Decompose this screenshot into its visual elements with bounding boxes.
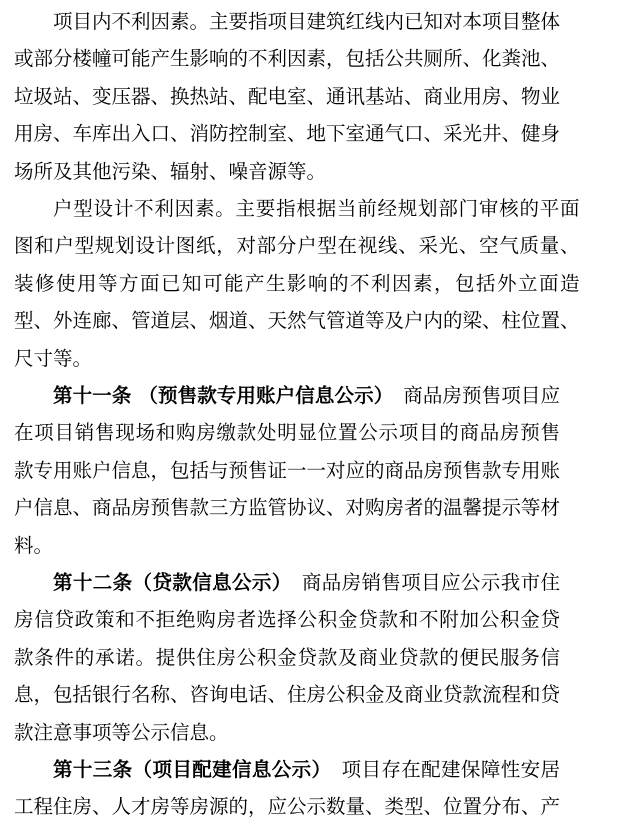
text-line: 房信贷政策和不拒绝购房者选择公积金贷款和不附加公积金贷 <box>14 608 561 632</box>
article-first-line <box>14 751 560 788</box>
article-heading: 第十二条（贷款信息公示） <box>53 571 282 594</box>
article-first-line <box>14 564 560 601</box>
text-line: 户信息、商品房预售款三方监管协议、对购房者的温馨提示等材 <box>14 496 561 520</box>
article-heading: 第十一条 （预售款专用账户信息公示） <box>53 384 384 407</box>
article-first-line-text: 商品房销售项目应公示我市住 <box>301 571 560 594</box>
text-line: 型、外连廊、管道层、烟道、天然气管道等及户内的梁、柱位置、 <box>14 309 580 333</box>
paragraph-project-internal-factors <box>14 3 560 190</box>
text-line: 或部分楼幢可能产生影响的不利因素，包括公共厕所、化粪池、 <box>14 47 561 71</box>
text-line: 料。 <box>14 533 54 557</box>
paragraph-unit-design-factors <box>14 190 580 377</box>
article-12-loan-info <box>14 564 560 751</box>
text-line: 息，包括银行名称、咨询电话、住房公积金及商业贷款流程和贷 <box>14 683 561 707</box>
text-line: 项目内不利因素。主要指项目建筑红线内已知对本项目整体 <box>53 10 561 33</box>
article-heading: 第十三条（项目配建信息公示） <box>53 758 322 781</box>
text-line: 图和户型规划设计图纸，对部分户型在视线、采光、空气质量、 <box>14 234 580 258</box>
article-13-supporting-housing <box>14 751 560 826</box>
article-first-line-text: 商品房预售项目应 <box>403 384 560 407</box>
text-line: 场所及其他污染、辐射、噪音源等。 <box>14 159 327 183</box>
text-line: 款注意事项等公示信息。 <box>14 720 229 744</box>
article-first-line <box>14 377 560 414</box>
text-line: 尺寸等。 <box>14 346 93 370</box>
text-line: 在项目销售现场和购房缴款处明显位置公示项目的商品房预售 <box>14 421 561 445</box>
text-line: 用房、车库出入口、消防控制室、地下室通气口、采光井、健身 <box>14 122 561 146</box>
text-line: 工程住房、人才房等房源的，应公示数量、类型、位置分布、产 <box>14 795 561 819</box>
text-line: 装修使用等方面已知可能产生影响的不利因素，包括外立面造 <box>14 271 580 295</box>
article-11-presale-account <box>14 377 560 564</box>
text-line: 款条件的承诺。提供住房公积金贷款及商业贷款的便民服务信 <box>14 645 561 669</box>
text-line: 垃圾站、变压器、换热站、配电室、通讯基站、商业用房、物业 <box>14 84 561 108</box>
article-first-line-text: 项目存在配建保障性安居 <box>341 758 560 781</box>
text-line: 款专用账户信息，包括与预售证一一对应的商品房预售款专用账 <box>14 458 561 482</box>
text-line: 户型设计不利因素。主要指根据当前经规划部门审核的平面 <box>53 197 580 220</box>
